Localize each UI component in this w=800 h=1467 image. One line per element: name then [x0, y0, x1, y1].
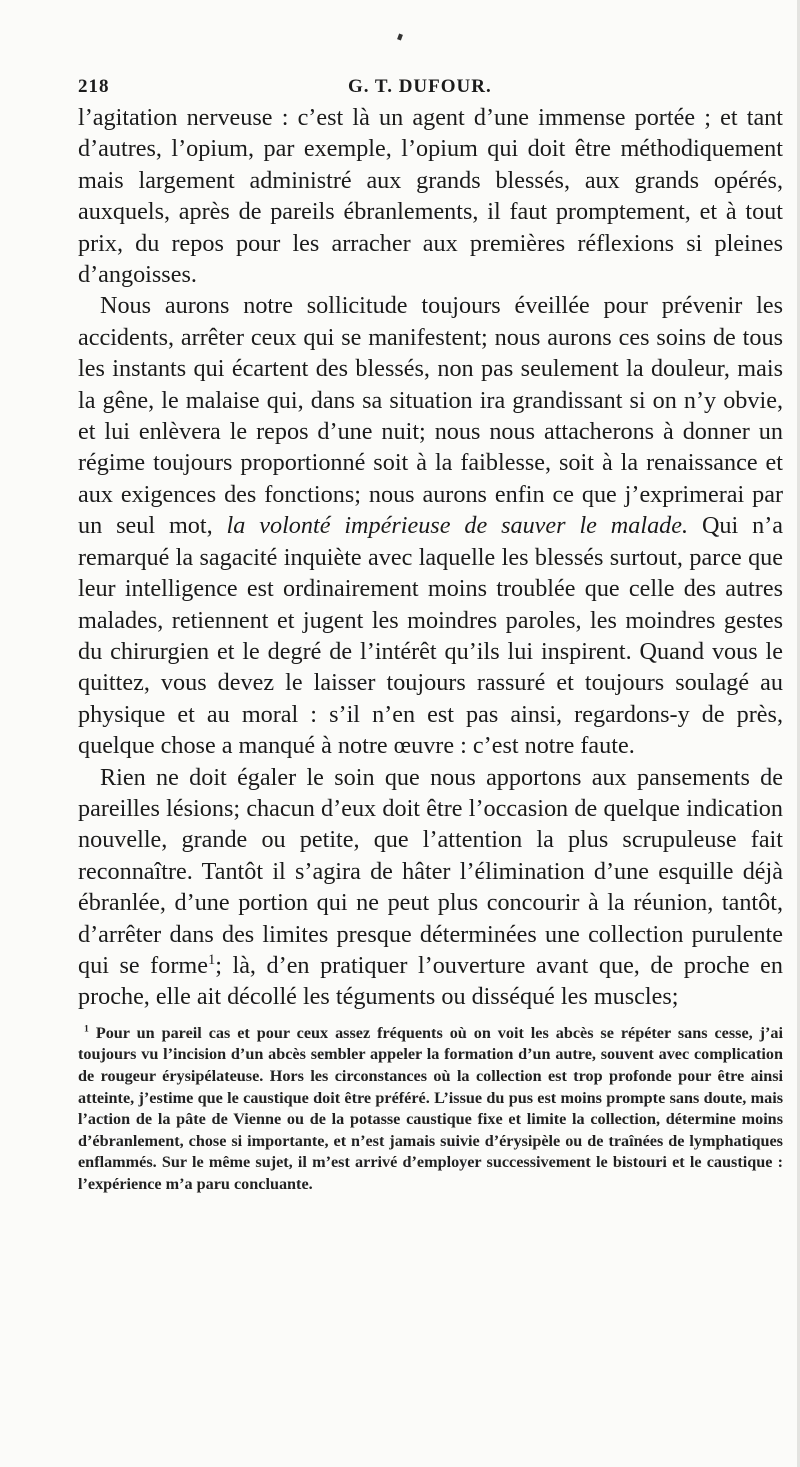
- paragraph-3-text: Rien ne doit égaler le soin que nous apportons aux pansements de pareilles lésions; chacun d’eux doit être l’occasion de quelque indication nouvelle, grande ou petite, que l’attention la plus scrupuleuse fait reconnaître. Tantôt il s’agira de hâter l’élimination d’une esquille déjà ébranlée, d’une portion qui ne peut plus concourir à la réunion, tantôt, d’arrêter dans des limites presque déterminées une collection purulente qui se forme: [78, 763, 783, 979]
- book-page: [78, 64, 783, 1196]
- paragraph-2: [78, 290, 783, 761]
- ink-mark: [397, 33, 403, 40]
- paragraph-3: [78, 762, 783, 1013]
- paragraph-2-text: Nous aurons notre sollicitude toujours éveillée pour prévenir les accidents, arrêter ceux qui se manifestent; nous aurons ces soins de tous les instants qui écartent des blessés, non pas seulement la douleur, mais la gêne, le malaise qui, dans sa situation ira grandissant si on n’y obvie, et lui enlèvera le repos d’une nuit; nous nous attacherons à donner un régime toujours proportionné soit à la faiblesse, soit à la renaissance et aux exigences des fonctions; nous aurons enfin ce que j’exprimerai par un seul mot,: [78, 292, 783, 540]
- running-header: [78, 64, 783, 100]
- footnote-reference: 1: [207, 951, 216, 968]
- paragraph-3-continuation: ; là, d’en pratiquer l’ouverture avant que, de proche en proche, elle ait décollé les téguments ou disséqué les muscles;: [78, 951, 783, 1011]
- page-number: 218: [78, 76, 110, 97]
- footnote-text: Pour un pareil cas et pour ceux assez fréquents où on voit les abcès se répéter sans cesse, j’ai toujours vu l’incision d’un abcès sembler appeler la formation d’un autre, souvent avec complication de rougeur érysipélateuse. Hors les circonstances où la collection est trop profonde pour être ainsi atteinte, j’estime que le caustique doit être préféré. L’issue du pus est moins prompte sans doute, mais l’action de la pâte de Vienne ou de la potasse caustique fixe et limite la collection, détermine moins d’ébranlement, chose si importante, et n’est jamais suivie d’érysipèle ou de traînées de lymphatiques enflammés. Sur le même sujet, il m’est arrivé d’employer successivement le bistouri et le caustique : l’expérience m’a paru concluante.: [78, 1023, 783, 1193]
- emphasis-phrase: la volonté impérieuse de sauver le malade.: [226, 512, 689, 540]
- footnote-paragraph: [78, 1023, 783, 1196]
- footnote-marker: 1: [84, 1023, 89, 1035]
- footnote: [78, 1023, 783, 1196]
- running-title: G. T. DUFOUR.: [348, 76, 492, 97]
- main-text: [78, 102, 783, 1013]
- paragraph-2-continuation: Qui n’a remarqué la sagacité inquiète avec laquelle les blessés surtout, parce que leur intelligence est ordinairement moins troublée que celle des autres malades, retiennent et jugent les moindres paroles, les moindres gestes du chirurgien et le degré de l’intérêt qu’ils lui inspirent. Quand vous le quittez, vous devez le laisser toujours rassuré et toujours soulagé au physique et au moral : s’il n’en est pas ainsi, regardons-y de près, quelque chose a manqué à notre œuvre : c’est notre faute.: [78, 512, 784, 760]
- paragraph-1: l’agitation nerveuse : c’est là un agent d’une immense portée ; et tant d’autres, l’opium, par exemple, l’opium qui doit être méthodiquement mais largement administré aux grands blessés, aux grands opérés, auxquels, après de pareils ébranlements, il faut promptement, et à tout prix, du repos pour les arracher aux premières réflexions si pleines d’angoisses.: [78, 104, 783, 289]
